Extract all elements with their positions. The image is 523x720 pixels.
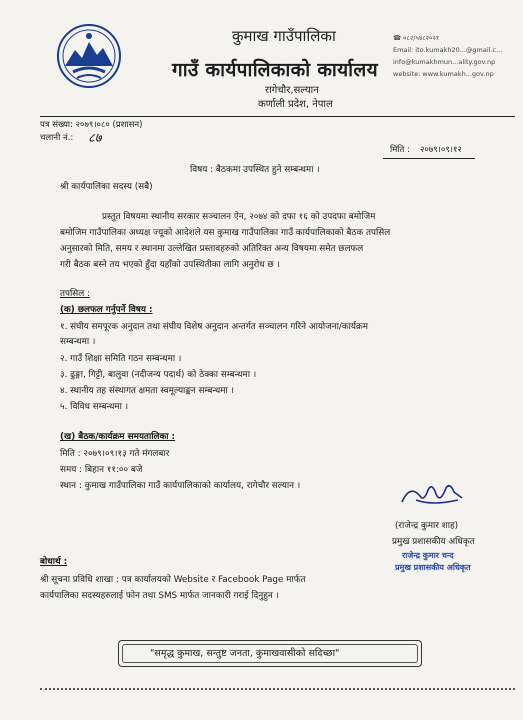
- body-line-3: अनुसारको मिति, समय र स्थानमा उल्लेखित प्रस्तावहरुको अतिरिक्त अन्य विषयमा समेत छलफल: [60, 244, 364, 254]
- header-divider: [40, 116, 515, 117]
- info-heading: बोधार्थ :: [40, 557, 68, 567]
- email-address: Email: ito.kumakh20...@gmail.c...: [393, 46, 503, 54]
- meeting-time: समय : बिहान ११:०० बजे: [60, 465, 143, 475]
- footer-divider: [40, 688, 515, 690]
- agenda-item-3: ३. ढुङ्गा, गिट्टी, बालुवा (नदीजन्य पदार्थ) को ठेक्का सम्बन्धमा ।: [60, 370, 257, 380]
- tapsil-heading: तपसिल :: [60, 289, 90, 299]
- body-line-4: गरी बैठक बस्ने तय भएको हुँदा यहाँको उपस्थितीका लागि अनुरोध छ ।: [60, 260, 280, 270]
- agenda-item-1: १. संघीय समपूरक अनुदान तथा संघीय विशेष अनुदान अन्तर्गत सञ्चालन गरिने आयोजना/कार्यक्रम: [60, 322, 369, 332]
- agenda-item-1-cont: सम्बन्धमा ।: [60, 337, 96, 347]
- office-name: गाउँ कार्यपालिकाको कार्यालय: [172, 59, 378, 81]
- signature-icon: [398, 480, 468, 508]
- info-line-2: कार्यपालिका सदस्यहरुलाई फोन तथा SMS मार्फत जानकारी गराई दिनुहुन ।: [40, 591, 279, 601]
- body-line-2: बमोजिम गाउँपालिका अध्यक्ष ज्यूको आदेशले यस कुमाख गाउँपालिका गाउँ कार्यपालिकाको बैठक तपसिल: [60, 228, 391, 238]
- office-address: रागेचौर,सल्यान: [265, 85, 319, 96]
- office-province: कर्णाली प्रदेश, नेपाल: [258, 99, 333, 110]
- motto: "समृद्ध कुमाख, सन्तुष्ट जनता, कुमाखवासीको सदिच्छा": [150, 648, 340, 659]
- government-emblem-icon: [55, 22, 123, 92]
- subject-line: विषय : बैठकमा उपस्थित हुने सम्बन्धमा ।: [190, 165, 320, 175]
- date-value: २०७९।०९।१२: [420, 145, 462, 155]
- signatory-name: (राजेन्द्र कुमार शाह): [395, 521, 459, 531]
- meeting-date: मिति : २०७९।०९।१३ गते मंगलबार: [60, 449, 170, 459]
- meeting-place: स्थान : कुमाख गाउँपालिका गाउँ कार्यपालिकाको कार्यालय, रागेचौर सल्यान ।: [60, 481, 301, 491]
- letter-number: पत्र संख्या: २०७९।०८० (प्रशासन): [40, 120, 143, 130]
- signatory-title: प्रमुख प्रशासकीय अधिकृत: [392, 537, 475, 547]
- body-line-1: प्रस्तुत विषयमा स्थानीय सरकार सञ्चालन ऐन, २०७४ को दफा १६ को उपदफा बमोजिम: [102, 212, 376, 222]
- email-address-2: info@kumakhmun...ality.gov.np: [393, 58, 496, 66]
- schedule-heading: (ख) बैठक/कार्यक्रम समयतालिका :: [60, 432, 176, 442]
- agenda-heading: (क) छलफल गर्नुपर्ने विषय :: [60, 305, 153, 315]
- municipality-name: कुमाख गाउँपालिका: [232, 27, 336, 45]
- info-line-1: श्री सूचना प्रविधि शाखा : पत्र कार्यालयको Website र Facebook Page मार्फत: [40, 575, 306, 585]
- recipient: श्री कार्यपालिका सदस्य (सबै): [60, 182, 153, 192]
- website-address: website: www.kumakh...gov.np: [393, 70, 494, 78]
- stamp-name: राजेन्द्र कुमार चन्द: [402, 551, 454, 560]
- phone-number: ☎ ०८२/५४८२०२१: [393, 34, 440, 42]
- dispatch-label: चलानी नं.:: [40, 133, 74, 143]
- agenda-item-4: ४. स्थानीय तह संस्थागत क्षमता स्वमूल्याङ्कन सम्बन्धमा ।: [60, 386, 234, 396]
- agenda-item-5: ५. विविध सम्बन्धमा ।: [60, 402, 129, 412]
- agenda-item-2: २. गाउँ शिक्षा समिति गठन सम्बन्धमा ।: [60, 354, 182, 364]
- dispatch-number: ८७: [88, 131, 102, 146]
- stamp-title: प्रमुख प्रशासकीय अधिकृत: [395, 563, 471, 572]
- date-label: मिति :: [390, 145, 410, 155]
